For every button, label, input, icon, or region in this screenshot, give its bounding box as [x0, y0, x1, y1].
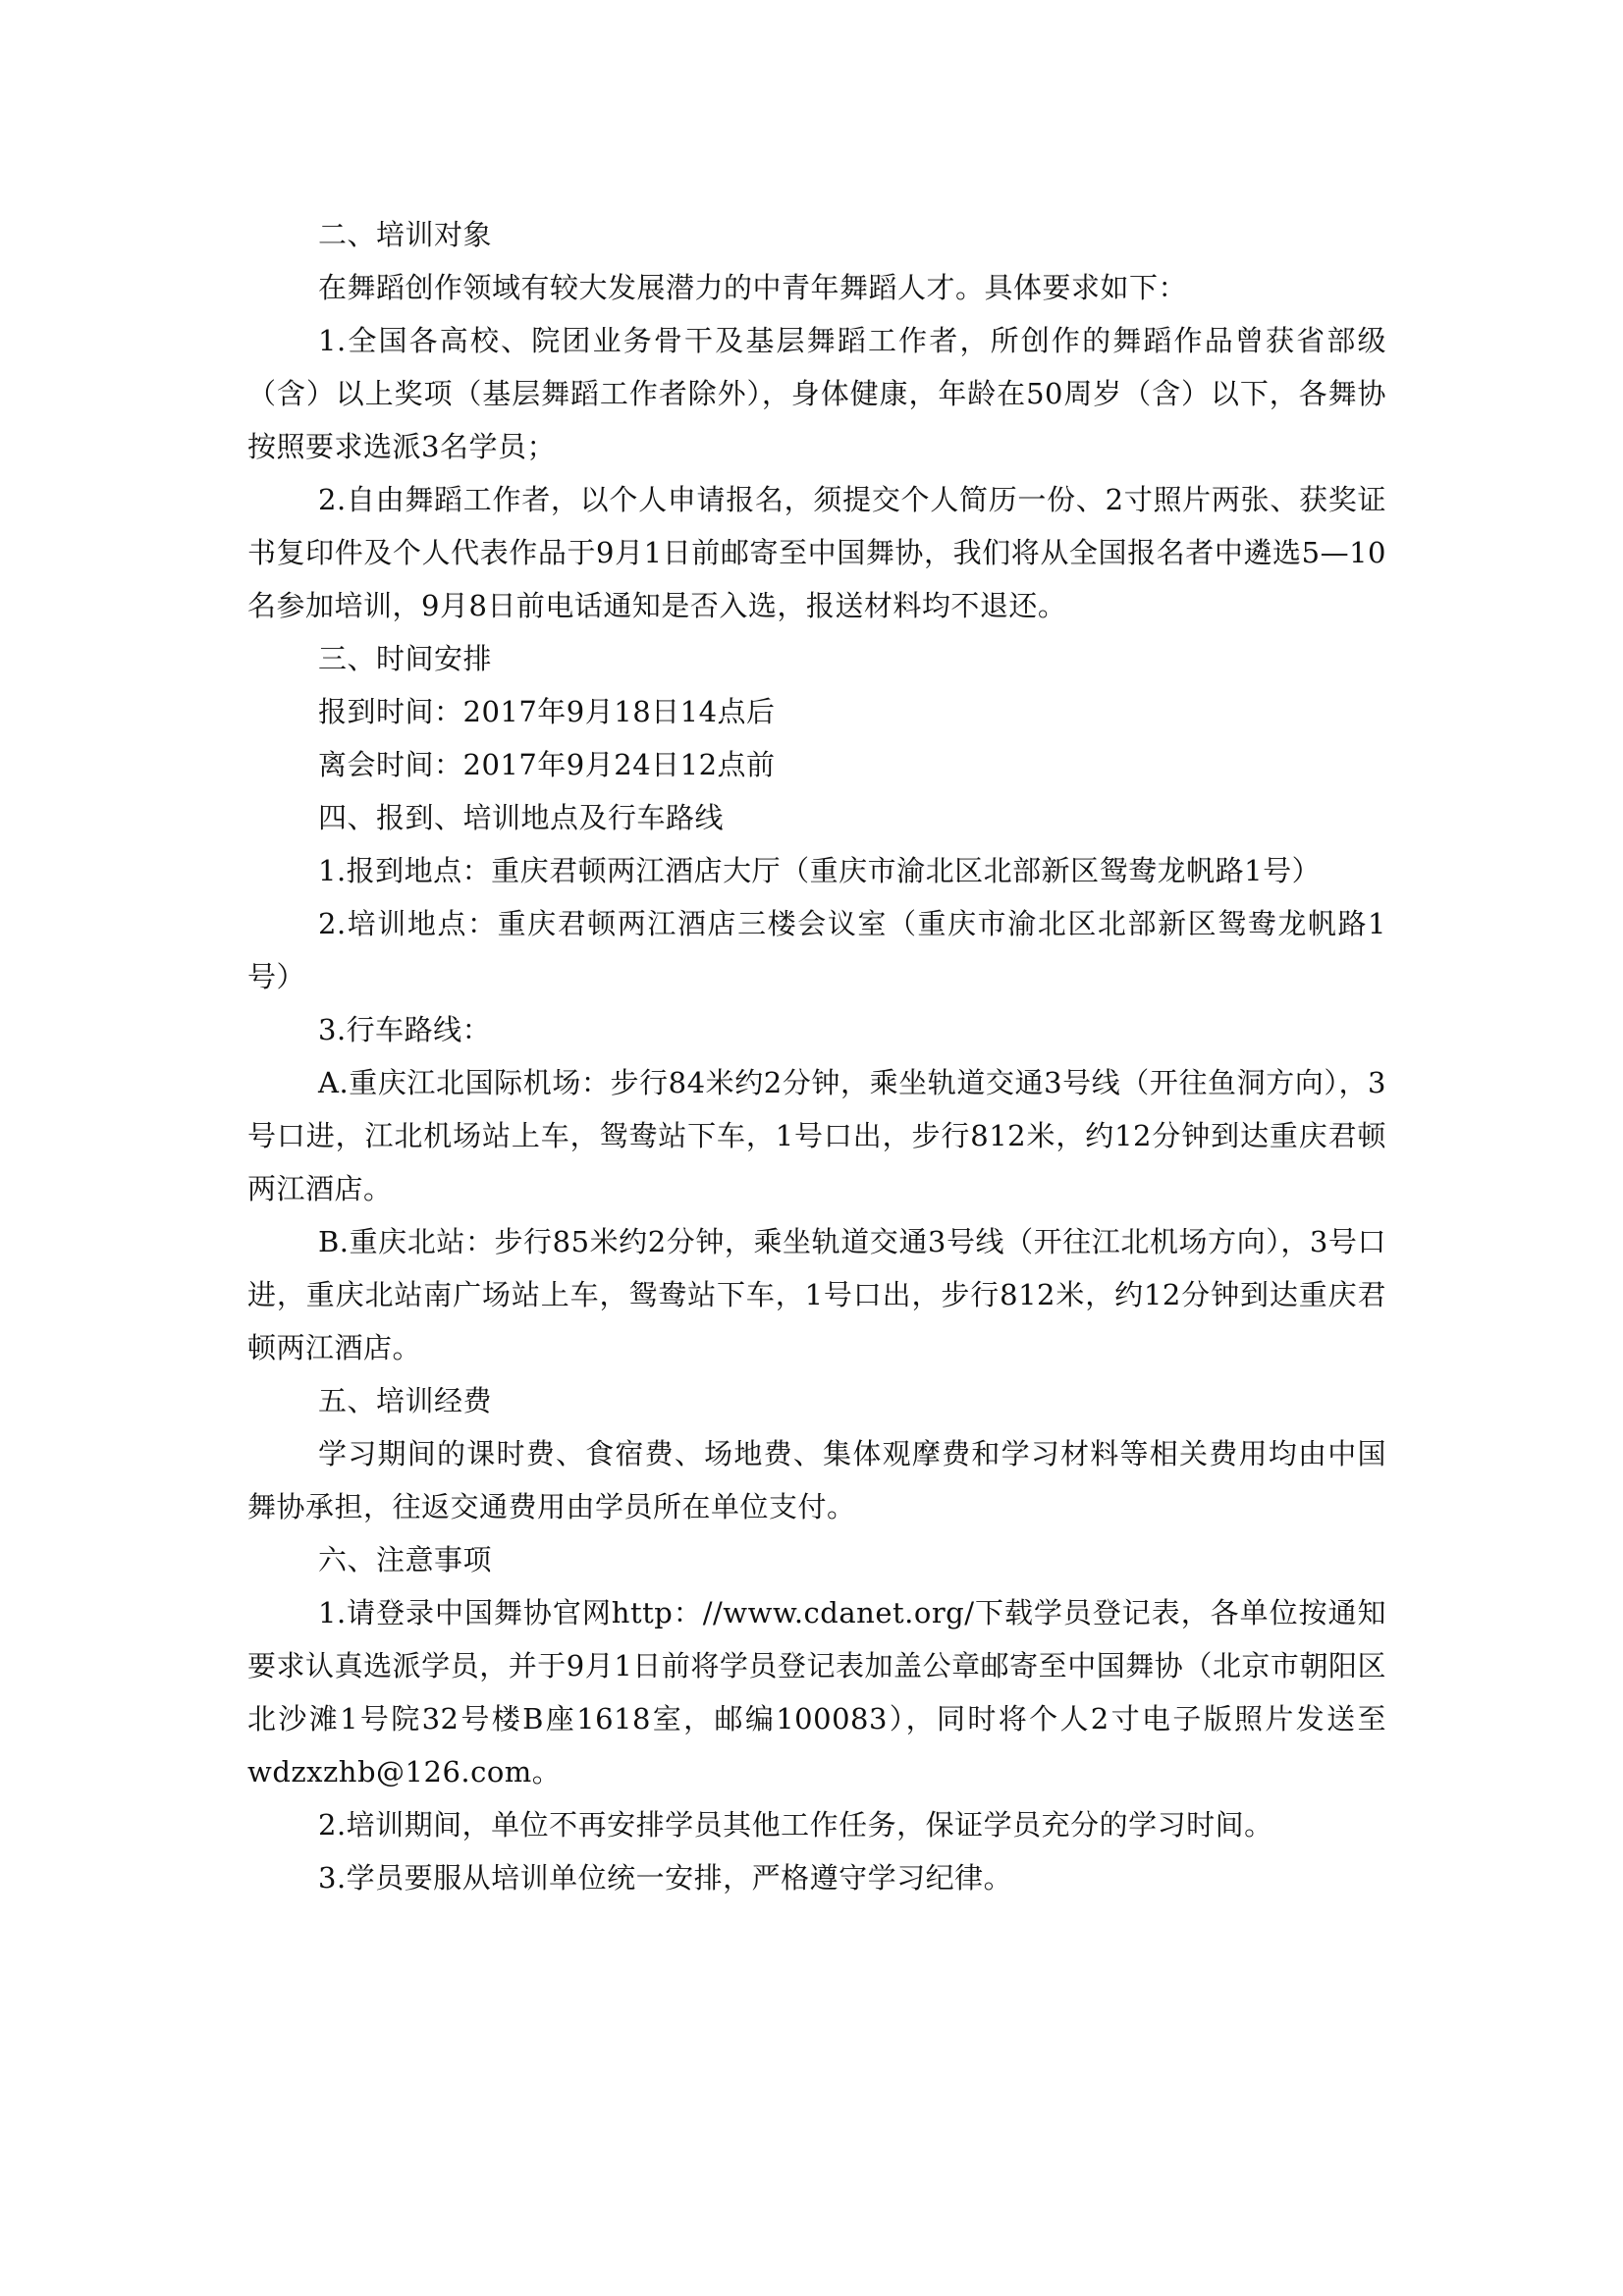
fees-body: 学习期间的课时费、食宿费、场地费、集体观摩费和学习材料等相关费用均由中国舞协承担，往返交通费用由学员所在单位支付。 [247, 1437, 1386, 1523]
section-2-item-1: 1.全国各高校、院团业务骨干及基层舞蹈工作者，所创作的舞蹈作品曾获省部级（含）以上奖项（基层舞蹈工作者除外），身体健康，年龄在50周岁（含）以下，各舞协按照要求选派3名学员； [247, 324, 1386, 463]
training-location: 2.培训地点：重庆君顿两江酒店三楼会议室（重庆市渝北区北部新区鸳鸯龙帆路1号） [247, 907, 1386, 993]
checkin-location: 1.报到地点：重庆君顿两江酒店大厅（重庆市渝北区北部新区鸳鸯龙帆路1号） [318, 854, 1322, 887]
section-2-item-2: 2.自由舞蹈工作者，以个人申请报名，须提交个人简历一份、2寸照片两张、获奖证书复印件及个人代表作品于9月1日前邮寄至中国舞协，我们将从全国报名者中遴选5—10名参加培训，9月8日前电话通知是否入选，报送材料均不退还。 [247, 483, 1386, 622]
section-4-heading: 四、报到、培训地点及行车路线 [318, 801, 725, 834]
section-6-heading: 六、注意事项 [318, 1543, 493, 1576]
section-3-heading: 三、时间安排 [318, 642, 493, 675]
document-body [247, 208, 1386, 1904]
route-heading: 3.行车路线： [318, 1013, 492, 1046]
route-b: B.重庆北站：步行85米约2分钟，乘坐轨道交通3号线（开往江北机场方向），3号口进，重庆北站南广场站上车，鸳鸯站下车，1号口出，步行812米，约12分钟到达重庆君顿两江酒店。 [247, 1225, 1386, 1364]
checkin-time: 报到时间：2017年9月18日14点后 [318, 695, 776, 728]
notice-item-3: 3.学员要服从培训单位统一安排，严格遵守学习纪律。 [318, 1861, 1013, 1895]
notice-item-1: 1.请登录中国舞协官网http：//www.cdanet.org/下载学员登记表，各单位按通知要求认真选派学员，并于9月1日前将学员登记表加盖公章邮寄至中国舞协（北京市朝阳区北沙滩1号院32号楼B座1618室，邮编100083），同时将个人2寸电子版照片发送至wdzxzhb@126.com。 [247, 1596, 1386, 1789]
notice-item-2: 2.培训期间，单位不再安排学员其他工作任务，保证学员充分的学习时间。 [318, 1808, 1273, 1842]
section-2-intro: 在舞蹈创作领域有较大发展潜力的中青年舞蹈人才。具体要求如下： [318, 271, 1188, 304]
section-5-heading: 五、培训经费 [318, 1384, 493, 1417]
route-a: A.重庆江北国际机场：步行84米约2分钟，乘坐轨道交通3号线（开往鱼洞方向），3号口进，江北机场站上车，鸳鸯站下车，1号口出，步行812米，约12分钟到达重庆君顿两江酒店。 [247, 1066, 1386, 1205]
leave-time: 离会时间：2017年9月24日12点前 [318, 748, 776, 781]
section-2-heading: 二、培训对象 [318, 218, 493, 251]
